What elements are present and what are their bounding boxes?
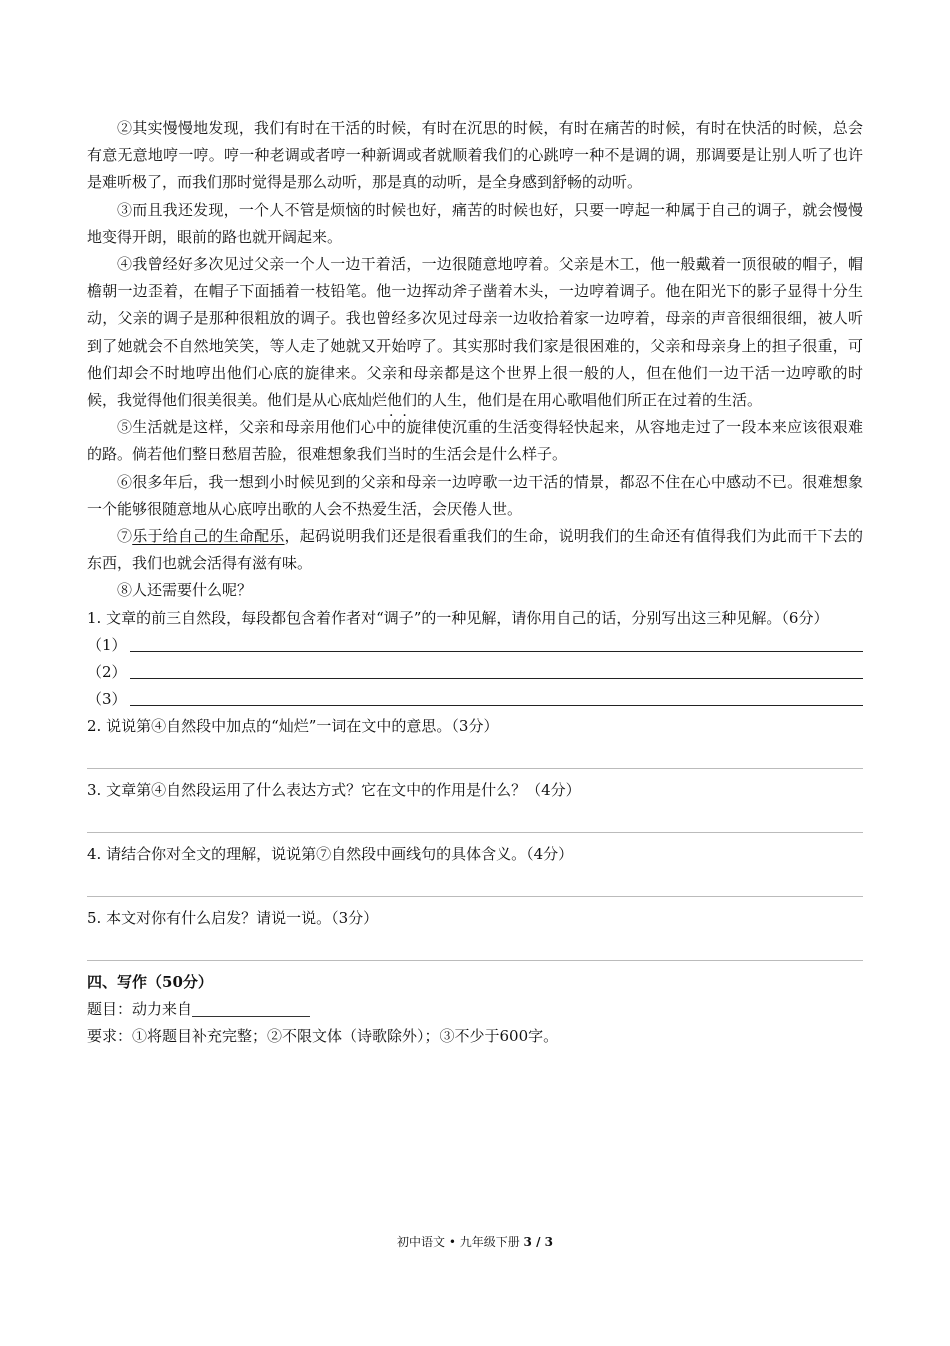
paragraph-6: ⑥很多年后，我一想到小时候见到的父亲和母亲一边哼歌一边干活的情景，都忍不住在心中感动不已。很难想象一个能够很随意地从心底哼出歌的人会不热爱生活，会厌倦人世。: [87, 472, 863, 518]
answer-row-3[interactable]: [87, 686, 863, 713]
footer-title: 初中语文 • 九年级下册: [397, 1235, 520, 1249]
answer-line-1[interactable]: [130, 651, 863, 652]
answer-area-5[interactable]: [87, 932, 863, 961]
question-1: 1. 文章的前三自然段，每段都包含着作者对“调子”的一种见解，请你用自己的话，分别写出这三种见解。（6分）: [87, 608, 829, 627]
paragraph-7-rest: ，起码说明我们还是很看重我们的生命，说明我们的生命还有值得我们为此而干下去的东西，我们也就会活得有滋有味。: [87, 527, 863, 573]
page-footer: [0, 1233, 950, 1250]
writing-section-title: 四、写作（50分）: [87, 972, 213, 991]
answer-line-3[interactable]: [130, 705, 863, 706]
writing-topic-label: 题目：动力来自: [87, 999, 193, 1018]
writing-topic: [87, 996, 863, 1023]
paragraph-4: [87, 251, 863, 414]
paragraph-7: [87, 523, 863, 577]
answer-label-2: （2）: [87, 662, 127, 681]
paragraph-2: ②其实慢慢地发现，我们有时在干活的时候，有时在沉思的时候，有时在痛苦的时候，有时在快活的时候，总会有意无意地哼一哼。哼一种老调或者哼一种新调或者就顺着我们的心跳哼一种不是调的调，那调要是让别人听了也许是难听极了，而我们那时觉得是那么动听，那是真的动听，是全身感到舒畅的动听。: [87, 119, 863, 192]
paragraph-4-text-b: 他们的人生，他们是在用心歌唱他们所正在过着的生活。: [387, 391, 763, 410]
writing-requirement: 要求：①将题目补充完整；②不限文体（诗歌除外）；③不少于600字。: [87, 1026, 559, 1045]
answer-area-2[interactable]: [87, 740, 863, 769]
answer-label-3: （3）: [87, 689, 127, 708]
question-4: 4. 请结合你对全文的理解，说说第⑦自然段中画线句的具体含义。（4分）: [87, 844, 574, 863]
question-2: 2. 说说第④自然段中加点的“灿烂”一词在文中的意思。（3分）: [87, 716, 499, 735]
answer-row-2[interactable]: [87, 659, 863, 686]
question-3: 3. 文章第④自然段运用了什么表达方式？它在文中的作用是什么？（4分）: [87, 780, 581, 799]
topic-blank[interactable]: [192, 1000, 310, 1017]
paragraph-7-marker: ⑦: [117, 527, 133, 546]
page-content: [87, 115, 863, 1050]
answer-label-1: （1）: [87, 635, 127, 654]
paragraph-5: ⑤生活就是这样，父亲和母亲用他们心中的旋律使沉重的生活变得轻快起来，从容地走过了一段本来应该很艰难的路。倘若他们整日愁眉苦脸，很难想象我们当时的生活会是什么样子。: [87, 418, 863, 464]
answer-row-1[interactable]: [87, 632, 863, 659]
answer-area-4[interactable]: [87, 868, 863, 897]
question-5: 5. 本文对你有什么启发？请说一说。（3分）: [87, 908, 379, 927]
answer-area-3[interactable]: [87, 804, 863, 833]
page-number: 3 / 3: [523, 1235, 553, 1249]
underlined-sentence: 乐于给自己的生命配乐: [132, 527, 285, 546]
paragraph-4-text-a: ④我曾经好多次见过父亲一个人一边干着活，一边很随意地哼着。父亲是木工，他一般戴着一顶很破的帽子，帽檐朝一边歪着，在帽子下面插着一枝铅笔。他一边挥动斧子凿着木头，一边哼着调子。他在阳光下的影子显得十分生动，父亲的调子是那种很粗放的调子。我也曾经多次见过母亲一边收拾着家一边哼着，母亲的声音很细很细，被人听到了她就会不自然地笑笑，等人走了她就又开始哼了。其实那时我们家是很困难的，父亲和母亲身上的担子很重，可他们却会不时地哼出他们心底的旋律来。父亲和母亲都是这个世界上很一般的人，但在他们一边干活一边哼歌的时候，我觉得他们很美很美。他们是从心底: [87, 255, 863, 410]
answer-line-2[interactable]: [130, 678, 863, 679]
paragraph-8: ⑧人还需要什么呢？: [117, 581, 253, 600]
dotted-word: 灿烂 · ·: [357, 391, 387, 409]
paragraph-3: ③而且我还发现，一个人不管是烦恼的时候也好，痛苦的时候也好，只要一哼起一种属于自己的调子，就会慢慢地变得开朗，眼前的路也就开阔起来。: [87, 200, 863, 246]
